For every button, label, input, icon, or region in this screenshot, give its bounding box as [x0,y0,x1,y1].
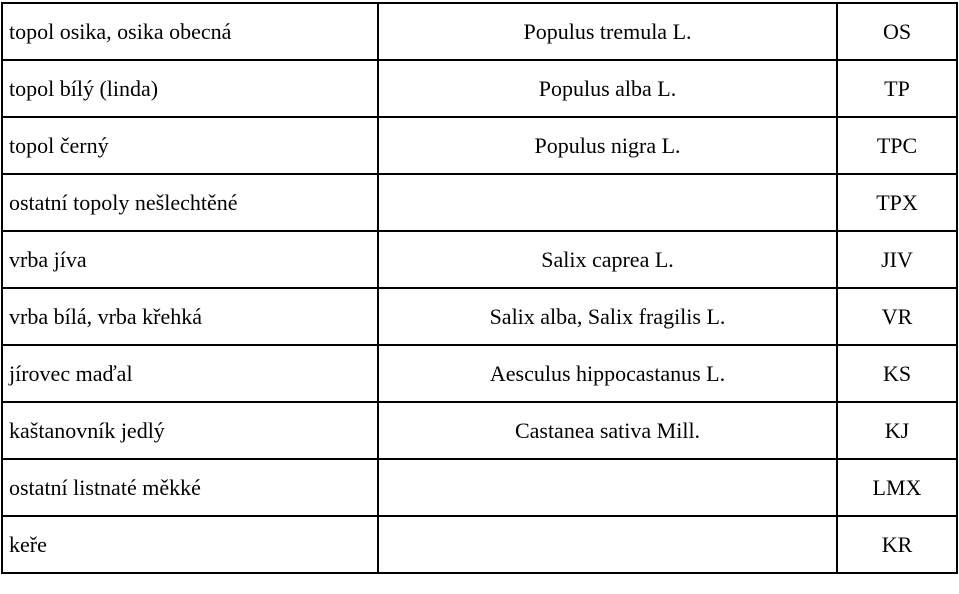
latin-name-cell: Salix caprea L. [378,231,837,288]
table-row [2,459,957,516]
code-cell: JIV [837,231,957,288]
latin-name-cell: Salix alba, Salix fragilis L. [378,288,837,345]
code-cell: TP [837,60,957,117]
czech-name-cell: topol osika, osika obecná [2,3,378,60]
table-row [2,117,957,174]
table-row [2,402,957,459]
table-row [2,174,957,231]
latin-name-cell: Castanea sativa Mill. [378,402,837,459]
czech-name-cell: jírovec maďal [2,345,378,402]
code-cell: TPX [837,174,957,231]
latin-name-cell: Populus alba L. [378,60,837,117]
code-cell: KS [837,345,957,402]
table-row [2,288,957,345]
czech-name-cell: ostatní topoly nešlechtěné [2,174,378,231]
latin-name-cell: Populus nigra L. [378,117,837,174]
czech-name-cell: kaštanovník jedlý [2,402,378,459]
code-cell: OS [837,3,957,60]
latin-name-cell: Populus tremula L. [378,3,837,60]
czech-name-cell: topol bílý (linda) [2,60,378,117]
latin-name-cell [378,459,837,516]
code-cell: KR [837,516,957,573]
czech-name-cell: ostatní listnaté měkké [2,459,378,516]
code-cell: LMX [837,459,957,516]
latin-name-cell: Aesculus hippocastanus L. [378,345,837,402]
czech-name-cell: vrba jíva [2,231,378,288]
czech-name-cell: vrba bílá, vrba křehká [2,288,378,345]
code-cell: TPC [837,117,957,174]
czech-name-cell: topol černý [2,117,378,174]
table-row [2,60,957,117]
table-row [2,345,957,402]
code-cell: VR [837,288,957,345]
table-row [2,3,957,60]
latin-name-cell [378,516,837,573]
czech-name-cell: keře [2,516,378,573]
species-table [1,2,958,574]
code-cell: KJ [837,402,957,459]
table-row [2,516,957,573]
table-row [2,231,957,288]
latin-name-cell [378,174,837,231]
